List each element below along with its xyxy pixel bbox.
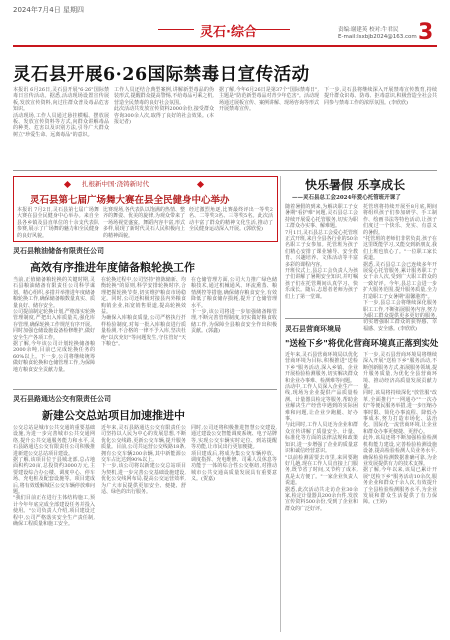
s5-col2: 托管班将持续开展至8月底,期间将组织孩子们参加研学、手工制作、绘画书法等特色活动,让孩子们度过一个快乐、充实、有意义的暑假。 "托管班的老师们非常负责,孩子在这里既能学习,又能交到新朋友,我们上班也放心了。"一位职工家长说道。 据悉,灵石县总工会已连续多年开展爱心托管服务,累计服务职工子女千余人次,受到广大职工群众的一致好评。今年,县总工会进一步扩大服务范围,提升服务质量,全力打造职工子女暑期"温馨港湾"。 下一步,县总工会将继续深化服务职工工作,不断拓展服务内容,努力为职工群众提供更多更好的服务,切实增强职工群众的获得感、幸福感、安全感。(李欣欣): [363, 204, 437, 332]
page-header: [0, 0, 450, 46]
s3-col3: 在仓储管理方面,公司大力推广绿色储粮技术,通过机械通风、环流熏蒸、粮情测控等措施,确保储存粮食安全,有效降低了粮食储存损耗,提升了仓储管理水平。 下一步,该公司将进一步加强储备粮管理,不断完善管理制度,切实做好粮食收储工作,为保障全县粮食安全作出积极贡献。(郭鑫): [191, 277, 277, 335]
s3-title: 高效有序推进年度储备粮轮换工作: [30, 261, 195, 274]
editor-names: 责编:谢建英 校对:牛君民: [338, 27, 399, 33]
main-headline: 灵石县开展6·26国际禁毒日宣传活动: [13, 65, 310, 85]
divider: [13, 389, 277, 390]
s2-kicker: 扎根新中国·浇铸新时代: [82, 180, 150, 188]
s4-col1: 公交总站是城市公共交通的重要基础设施,为进一步完善城市公共交通网络,提升公共交通服务能力和水平,灵石县路通达公交有限责任公司积极推进新建公交总站项目建设。 据了解,该项目位于县城北部,总占地面积约20亩,总投资约3000万元,主要建设综合办公楼、调度中心、停车场、充电桩及配套设施等。项目建成后,将有效缓解城区公交车辆停放难问题。 "我们目前正在进行主体结构施工,预计今年年底完成全部建设任务并投入使用。"公司负责人介绍,项目建设过程中,公司严格落实安全生产责任制,确保工程质量和施工安全。: [13, 425, 95, 528]
s2-col1: 本报讯 7月2日,灵石县第七届广场舞大赛在县全民健身中心举办。来自全县各乡镇及县直单位的十余支代表队参赛,展示了广场舞的魅力和全民健身的良好风貌。: [17, 207, 99, 239]
s2-title: 灵石县第七届广场舞大赛在县全民健身中心举办: [30, 195, 230, 206]
s4-label: 灵石县路通达公交有限责任公司: [13, 394, 111, 403]
s4-col2: 近年来,灵石县路通达公交有限责任公司坚持以人民为中心的发展思想,不断优化公交线路,更新公交车辆,提升服务质量。目前,公司共运营公交线路18条,拥有公交车辆200余辆,其中新能源公交车占比达到90%以上。 下一步,该公司将以新建公交总站项目为契机,进一步完善公交基础设施建设,优化公交线网布局,提高公交运营效率,为广大市民提供更加安全、便捷、舒适、绿色的出行服务。: [101, 425, 186, 496]
divider: [13, 170, 437, 171]
s4-title: 新建公交总站项目加速推进中: [42, 409, 185, 422]
header-rule: [13, 45, 437, 47]
issue-date: 2024年7月4日 星期四: [13, 6, 84, 14]
s5-title: 快乐暑假 乐享成长: [305, 178, 406, 192]
s1-col3: 据了解,今年6月26日是第37个"国际禁毒日",主题是"防范新型毒品对青少年危害"。活动现场通过展板宣传、案例讲解、现场咨询等形式开展禁毒宣传。: [219, 87, 320, 113]
s3-col1: 当前,正值储备粮轮换的关键时期,灵石县粮油储备有限责任公司科学谋划、精心组织,多措并举推进年度储备粮轮换工作,确保储备粮数量真实、质量良好、储存安全。 公司提前制定轮换计划,严格落实轮换管理制度,严把出入库质量关,强化库存管理,确保轮换工作规范有序开展。同时加强仓储设施设备检修维护,做好安全生产各项工作。 据了解,今年该公司计划轮换储备粮2000余吨,目前已完成轮换任务的60%以上。下一步,公司将继续统筹做好粮食轮换和仓储管理工作,为保障地方粮食安全贡献力量。: [13, 277, 95, 373]
page-number: 3: [418, 20, 434, 45]
edition-title: 灵石·综合: [200, 21, 257, 40]
divider: [285, 318, 437, 319]
editor-email: E-mail:lsxbjb2024@163.com: [338, 34, 417, 40]
s1-col4: 下一步,灵石县将继续深入开展禁毒宣传教育,持续提升群众识毒、防毒、拒毒意识,积极营造全社会共同参与禁毒工作的浓厚氛围。(李欣欣): [324, 87, 437, 106]
s6-label: 灵石县营商环境局: [285, 324, 341, 333]
s3-label: 灵石县粮油储备有限责任公司: [13, 246, 104, 255]
s4-col3: 同时,公司还将积极推进智慧公交建设,通过建设公交智能调度系统、电子站牌等,实现公交车辆实时定位、到站提醒等功能,让市民出行更加便捷。 项目建成后,将成为集公交车辆停放、调度指挥、充电维修、司乘人员休息等功能于一体的综合性公交枢纽,对推动城市公共交通高质量发展具有重要意义。(贺嘉): [191, 425, 277, 483]
s2-col3: 经过激烈角逐,比赛最终评出一等奖2名、二等奖3名、三等奖5名。此次活动丰富了群众的精神文化生活,推动了全民健身运动深入开展。(郭欣悦): [189, 207, 273, 233]
column-divider: [280, 176, 281, 632]
s6-col1: 近年来,灵石县营商环境局以优化营商环境为目标,积极推进"送检下乡"服务活动,深入乡镇、企业开展检验检测服务,切实解决群众和企业办事难、检测难等问题。 活动中,工作人员深入企业生产一线,现场为企业提供产品质量检测、计量器具检定等服务,帮助企业解决生产经营中遇到的实际困难和问题,让企业少跑腿、好办事。 与此同时,工作人员还为企业和群众宣传讲解了质量安全、计量、标准化等方面的法律法规和政策知识,进一步增强了企业的质量意识和诚信经营意识。 "以前检测需要去市里,来回要跑好几趟,现在工作人员直接上门服务,既节省了时间,又节约了成本,真是太方便了。"一家企业负责人说道。 据悉,此次活动共走访企业30余家,检定计量器具200余台件,发放宣传资料500余份,受到了企业和群众的广泛好评。: [285, 352, 358, 512]
s6-title: "送检下乡"将优化营商环境真正落到实处: [285, 339, 439, 349]
editor-info: [338, 27, 417, 41]
s3-col2: 在轮换过程中,公司坚持"推陈储新、均衡轮换"的原则,科学安排轮换时序,合理把握轮换节奏,切实维护粮食市场稳定。同时,公司还积极对接县内外粮食购销企业,拓宽销售渠道,提高轮换效益。 为确保入库粮食质量,公司严格执行扦样检验制度,对每一批入库粮食进行质量检测,不合格的一律不予入库,坚决杜绝"以次充好"等问题发生,守住管好"天下粮仓"。: [101, 277, 186, 348]
s1-col2: 工作人员还结合典型案例,讲解新型毒品的伪装形式,提醒群众提高警惕,不给毒品可乘之机,营造全民禁毒的良好社会氛围。 此次活动共发放宣传资料2000余份,接受群众咨询300余人次,取得了良好的社会效果。(本报记者): [114, 87, 214, 126]
s5-col1: 随着暑假的到来,为解决职工子女暑期"看护难"问题,灵石县总工会持续开展爱心托管服务,切实为职工群众办实事、解难题。 7月1日,灵石县总工会爱心托管班正式开班,来自全县各行业的50余名职工子女参加。托管班为孩子们精心安排了课业辅导、安全教育、兴趣培养、文体活动等丰富多彩的课程内容。 开班仪式上,县总工会负责人为孩子们讲解了暑期安全知识,并叮嘱孩子们在托管期间认真学习、快乐成长。随后,志愿者老师为孩子们上了第一堂课。: [285, 204, 358, 300]
s2-col2: 比赛现场,各代表队以饱满的热情、整齐的舞姿、优美的旋律,为观众带来了一场场视觉盛宴。舞蹈内容丰富,形式多样,展现了新时代灵石人民积极向上的精神面貌。: [103, 207, 185, 239]
s6-col2: 下一步,灵石县营商环境局将继续深入开展"送检下乡"服务活动,不断创新服务方式,拓展服务领域,提升服务质量,为优化全县营商环境、推动经济高质量发展贡献力量。 同时,该局将持续深化"放管服"改革,全面推行"一网通办""一次办好"等便民服务举措,进一步压缩办事时限、简化办事流程、降低办事成本,努力打造市场化、法治化、国际化一流营商环境,让企业和群众办事更便捷、更舒心。 此外,该局还将不断加强检验检测机构能力建设,完善检验检测设施设备,提高检验检测人员业务水平,确保检验检测数据准确可靠,为企业发展提供有力的技术支撑。 据了解,今年以来,该局已累计开展"送检下乡"服务活动10余次,服务企业和群众千余人次,有效提升了全县检验检测服务水平,为企业发展和群众生活提供了有力保障。(王婷): [363, 352, 437, 506]
s1-col1: 本报讯 6月26日,灵石县开展"6·26"国际禁毒日宣传活动。据悉,活动现场设置宣传展板,发放宣传资料,向过往群众普及毒品危害知识。 活动现场,工作人员通过悬挂横幅、摆放展板、发放宣传资料等方式,向群众讲解毒品的种类、危害以及识别方法,引导广大群众树立"珍爱生命、远离毒品"的意识。: [13, 87, 109, 138]
s5-subtitle: ——灵石县总工会2024年爱心托管班开课了: [292, 195, 401, 201]
